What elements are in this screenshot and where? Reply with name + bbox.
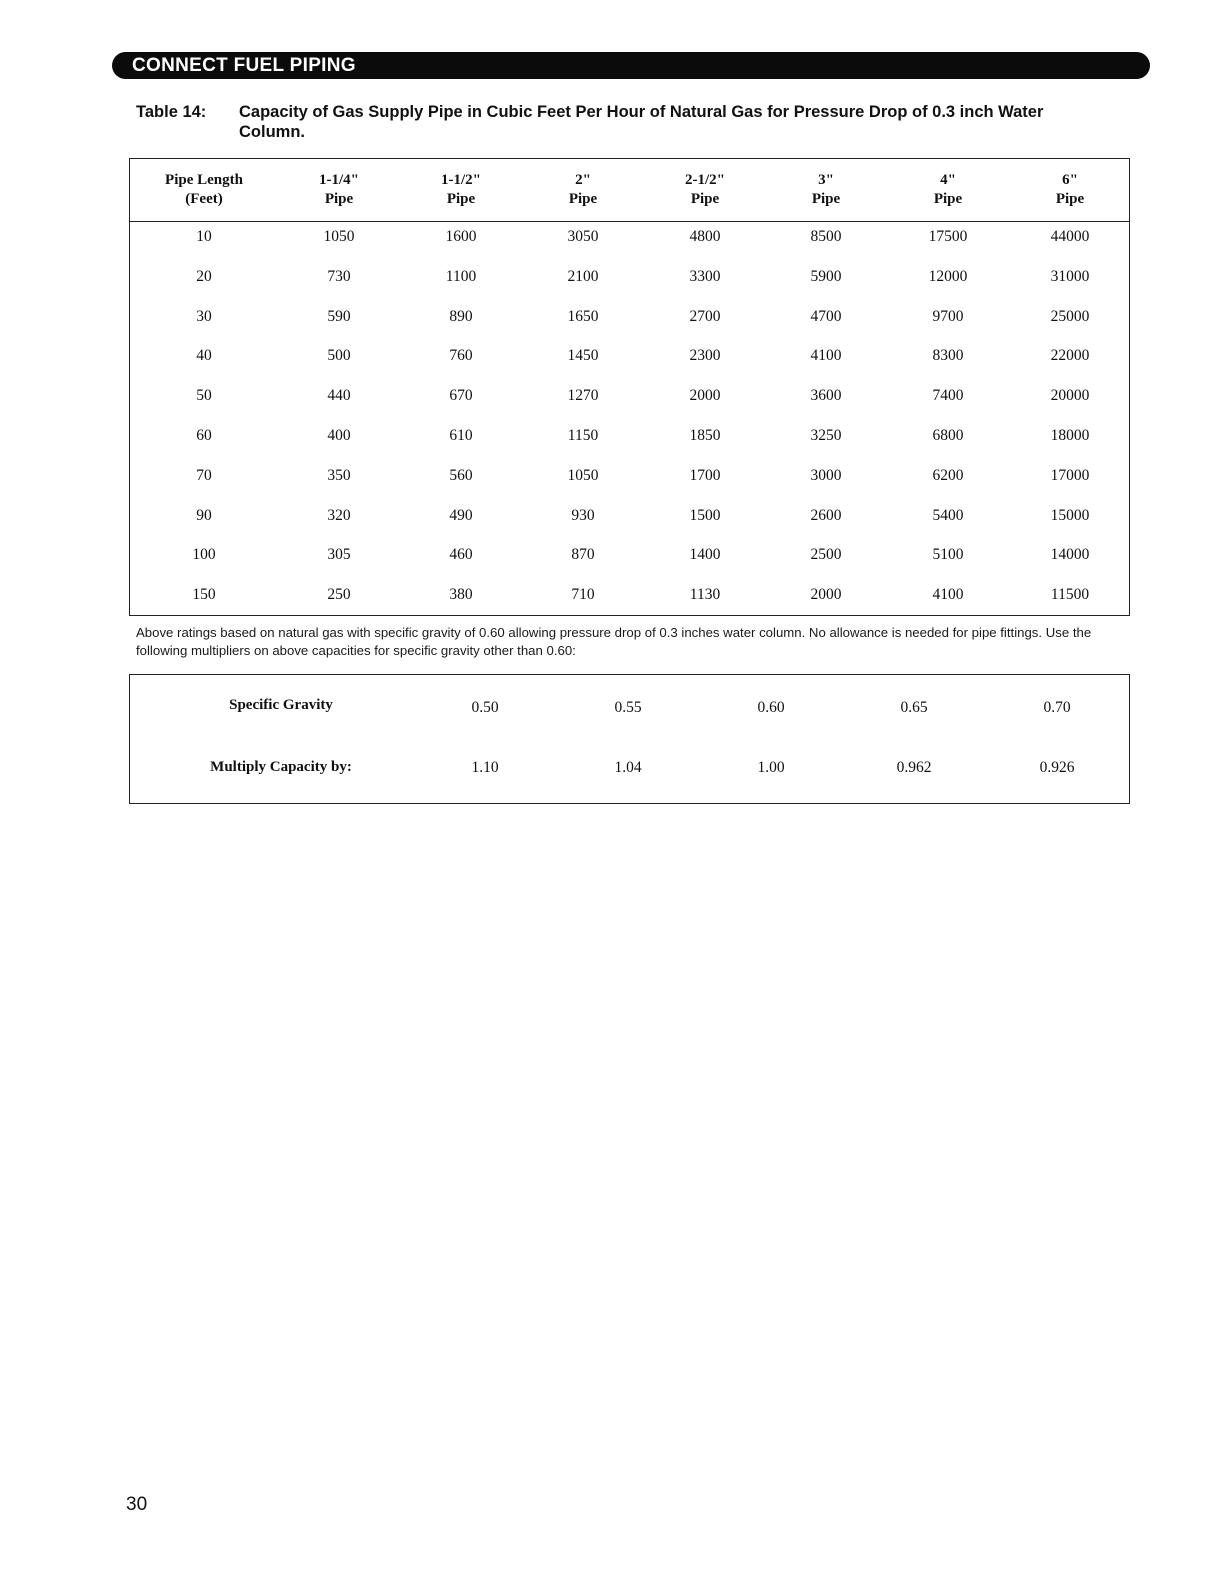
capacity-cell: 440 — [327, 387, 351, 405]
capacity-cell: 1500 — [689, 506, 721, 524]
capacity-cell: 305 — [327, 546, 351, 564]
section-title: CONNECT FUEL PIPING — [132, 54, 356, 76]
capacity-cell: 1700 — [689, 466, 721, 484]
ratings-note: Above ratings based on natural gas with specific gravity of 0.60 allowing pressure drop of 0.3 inches water column. No allowance is needed for pipe fittings. Use the following multipliers on above capacities for specific gravity other than 0.60: — [136, 625, 1092, 658]
capacity-cell: 17500 — [928, 228, 968, 245]
column-header — [1010, 171, 1130, 209]
capacity-cell: 22000 — [1050, 347, 1090, 365]
table-row — [130, 268, 1129, 308]
capacity-cell: 610 — [449, 427, 473, 444]
gravity-value: 0.50 — [471, 699, 499, 716]
column-header-line: Pipe — [1055, 191, 1085, 207]
capacity-cell: 930 — [571, 506, 595, 524]
capacity-cell: 2300 — [689, 347, 721, 365]
pipe-length-cell: 90 — [196, 506, 212, 524]
table-row — [130, 507, 1129, 547]
capacity-cell: 6800 — [932, 427, 964, 444]
pipe-length-cell: 100 — [192, 546, 216, 564]
capacity-cell: 890 — [449, 307, 473, 325]
table-number: Table 14: — [136, 103, 207, 121]
capacity-cell: 1130 — [689, 586, 721, 604]
capacity-cell: 17000 — [1050, 466, 1090, 484]
column-header-line: 3" — [818, 172, 834, 188]
column-header-line: Pipe — [933, 191, 963, 207]
capacity-table — [129, 158, 1130, 616]
section-header-bar — [112, 52, 1150, 79]
capacity-cell: 6200 — [932, 466, 964, 484]
specific-gravity-row — [130, 697, 1129, 727]
column-header — [766, 171, 886, 209]
capacity-cell: 560 — [449, 466, 473, 484]
capacity-cell: 2000 — [689, 387, 721, 405]
capacity-cell: 2500 — [810, 546, 842, 564]
capacity-cell: 4700 — [810, 307, 842, 325]
capacity-cell: 3050 — [567, 228, 599, 245]
pipe-length-cell: 40 — [196, 347, 212, 365]
capacity-cell: 3250 — [810, 427, 842, 444]
capacity-cell: 710 — [571, 586, 595, 604]
table-caption — [136, 102, 1096, 142]
pipe-length-cell: 50 — [196, 387, 212, 405]
capacity-cell: 1100 — [445, 267, 477, 285]
capacity-cell: 4800 — [689, 228, 721, 245]
capacity-cell: 4100 — [932, 586, 964, 604]
table-row — [130, 347, 1129, 387]
capacity-cell: 250 — [327, 586, 351, 604]
capacity-cell: 20000 — [1050, 387, 1090, 405]
capacity-table-header — [130, 159, 1129, 222]
capacity-cell: 670 — [449, 387, 473, 405]
pipe-length-cell: 60 — [196, 427, 212, 444]
capacity-cell: 1150 — [567, 427, 599, 444]
capacity-cell: 730 — [327, 267, 351, 285]
capacity-cell: 12000 — [928, 267, 968, 285]
capacity-cell: 5900 — [810, 267, 842, 285]
capacity-cell: 460 — [449, 546, 473, 564]
column-header-line: 4" — [940, 172, 956, 188]
column-header-line: 2" — [575, 172, 591, 188]
column-header-line: Pipe — [446, 191, 476, 207]
gravity-value: 0.65 — [900, 699, 928, 716]
capacity-cell: 8500 — [810, 228, 842, 245]
capacity-cell: 44000 — [1050, 228, 1090, 245]
capacity-cell: 3000 — [810, 466, 842, 484]
column-header-line: Pipe — [324, 191, 354, 207]
capacity-cell: 500 — [327, 347, 351, 365]
capacity-cell: 14000 — [1050, 546, 1090, 564]
capacity-cell: 18000 — [1050, 427, 1090, 444]
capacity-cell: 11500 — [1050, 586, 1090, 604]
capacity-cell: 1600 — [445, 228, 477, 245]
table-title: Capacity of Gas Supply Pipe in Cubic Feet Per Hour of Natural Gas for Pressure Drop of 0.3 inch Water Column. — [239, 103, 1044, 141]
capacity-cell: 1850 — [689, 427, 721, 444]
capacity-cell: 4100 — [810, 347, 842, 365]
pipe-length-cell: 30 — [196, 307, 212, 325]
capacity-cell: 400 — [327, 427, 351, 444]
capacity-cell: 350 — [327, 466, 351, 484]
capacity-cell: 5400 — [932, 506, 964, 524]
capacity-cell: 1450 — [567, 347, 599, 365]
table-row — [130, 546, 1129, 586]
column-header-line: 2-1/2" — [685, 172, 725, 188]
column-header-line: (Feet) — [185, 191, 223, 207]
capacity-cell: 1650 — [567, 307, 599, 325]
column-header — [888, 171, 1008, 209]
capacity-cell: 15000 — [1050, 506, 1090, 524]
capacity-cell: 2600 — [810, 506, 842, 524]
capacity-cell: 590 — [327, 307, 351, 325]
multiplier-value: 1.00 — [757, 759, 785, 776]
capacity-cell: 9700 — [932, 307, 964, 325]
table-row — [130, 387, 1129, 427]
pipe-length-cell: 70 — [196, 466, 212, 484]
column-header — [401, 171, 521, 209]
column-header-line: 1-1/2" — [441, 172, 481, 188]
specific-gravity-label: Specific Gravity — [229, 697, 333, 713]
table-row — [130, 427, 1129, 467]
capacity-cell: 3300 — [689, 267, 721, 285]
table-row — [130, 467, 1129, 507]
capacity-cell: 1400 — [689, 546, 721, 564]
pipe-length-cell: 150 — [192, 586, 216, 604]
capacity-cell: 1050 — [323, 228, 355, 245]
capacity-cell: 5100 — [932, 546, 964, 564]
pipe-length-cell: 20 — [196, 267, 212, 285]
column-header-line: 1-1/4" — [319, 172, 359, 188]
gravity-value: 0.60 — [757, 699, 785, 716]
capacity-cell: 1270 — [567, 387, 599, 405]
column-header-line: Pipe — [811, 191, 841, 207]
capacity-cell: 2700 — [689, 307, 721, 325]
column-header-line: 6" — [1062, 172, 1078, 188]
column-header — [645, 171, 765, 209]
pipe-length-cell: 10 — [196, 228, 212, 245]
capacity-cell: 760 — [449, 347, 473, 365]
capacity-cell: 870 — [571, 546, 595, 564]
column-header-line: Pipe Length — [165, 172, 243, 188]
multiplier-value: 1.10 — [471, 759, 499, 776]
capacity-cell: 2100 — [567, 267, 599, 285]
capacity-cell: 8300 — [932, 347, 964, 365]
capacity-cell: 380 — [449, 586, 473, 604]
column-header-line: Pipe — [690, 191, 720, 207]
column-header — [279, 171, 399, 209]
capacity-cell: 3600 — [810, 387, 842, 405]
capacity-cell: 25000 — [1050, 307, 1090, 325]
multiply-capacity-label: Multiply Capacity by: — [210, 759, 352, 775]
column-header — [523, 171, 643, 209]
capacity-cell: 490 — [449, 506, 473, 524]
multiplier-value: 1.04 — [614, 759, 642, 776]
capacity-cell: 320 — [327, 506, 351, 524]
table-row — [130, 586, 1129, 626]
capacity-cell: 7400 — [932, 387, 964, 405]
table-row — [130, 228, 1129, 268]
page-number: 30 — [126, 1494, 148, 1515]
column-header-line: Pipe — [568, 191, 598, 207]
capacity-cell: 31000 — [1050, 267, 1090, 285]
specific-gravity-table — [129, 674, 1130, 804]
multiplier-value: 0.926 — [1039, 759, 1075, 776]
multiply-capacity-row — [130, 759, 1129, 789]
column-header — [144, 171, 264, 209]
table-row — [130, 308, 1129, 348]
gravity-value: 0.55 — [614, 699, 642, 716]
capacity-cell: 1050 — [567, 466, 599, 484]
multiplier-value: 0.962 — [896, 759, 932, 776]
gravity-value: 0.70 — [1043, 699, 1071, 716]
capacity-cell: 2000 — [810, 586, 842, 604]
